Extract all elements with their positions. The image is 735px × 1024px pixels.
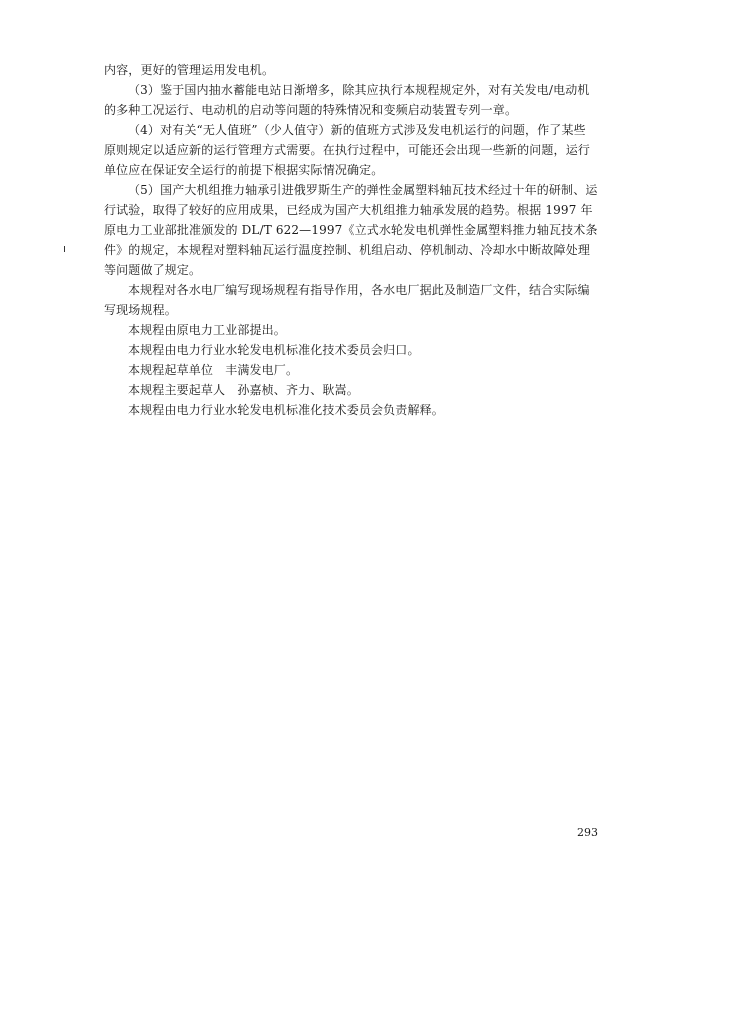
text-line: 单位应在保证安全运行的前提下根据实际情况确定。 xyxy=(104,163,384,177)
text-line: 件》的规定，本规程对塑料轴瓦运行温度控制、机组启动、停机制动、冷却水中断故障处理 xyxy=(104,243,591,257)
text-line: （3）鉴于国内抽水蓄能电站日渐增多，除其应执行本规程规定外，对有关发电/电动机 xyxy=(128,83,590,97)
text-line: 本规程对各水电厂编写现场规程有指导作用，各水电厂据此及制造厂文件，结合实际编 xyxy=(128,283,590,297)
text-line: 原则规定以适应新的运行管理方式需要。在执行过程中，可能还会出现一些新的问题，运行 xyxy=(104,143,591,157)
text-line: 写现场规程。 xyxy=(104,303,177,317)
text-line: 本规程由电力行业水轮发电机标准化技术委员会归口。 xyxy=(128,343,420,357)
text-line: 内容，更好的管理运用发电机。 xyxy=(104,63,275,77)
text-line: （4）对有关“无人值班”（少人值守）新的值班方式涉及发电机运行的问题，作了某些 xyxy=(128,123,586,137)
text-line: 的多种工况运行、电动机的启动等问题的特殊情况和变频启动装置专列一章。 xyxy=(104,103,518,117)
body-text xyxy=(104,60,610,420)
text-line: 原电力工业部批准颁发的 DL/T 622—1997《立式水轮发电机弹性金属塑料推力轴瓦技术条 xyxy=(104,223,598,237)
text-line: 本规程由电力行业水轮发电机标准化技术委员会负责解释。 xyxy=(128,403,444,417)
text-line: （5）国产大机组推力轴承引进俄罗斯生产的弹性金属塑料轴瓦技术经过十年的研制、运 xyxy=(128,183,598,197)
text-line: 本规程起草单位 丰满发电厂。 xyxy=(128,363,299,377)
text-line: 等问题做了规定。 xyxy=(104,263,202,277)
text-line: 本规程由原电力工业部提出。 xyxy=(128,323,286,337)
text-line: 行试验，取得了较好的应用成果，已经成为国产大机组推力轴承发展的趋势。根据 1997 年 xyxy=(104,203,593,217)
text-line: 本规程主要起草人 孙嘉桢、齐力、耿嵩。 xyxy=(128,383,359,397)
page-number: 293 xyxy=(577,826,598,839)
scan-artifact-mark xyxy=(64,246,65,252)
